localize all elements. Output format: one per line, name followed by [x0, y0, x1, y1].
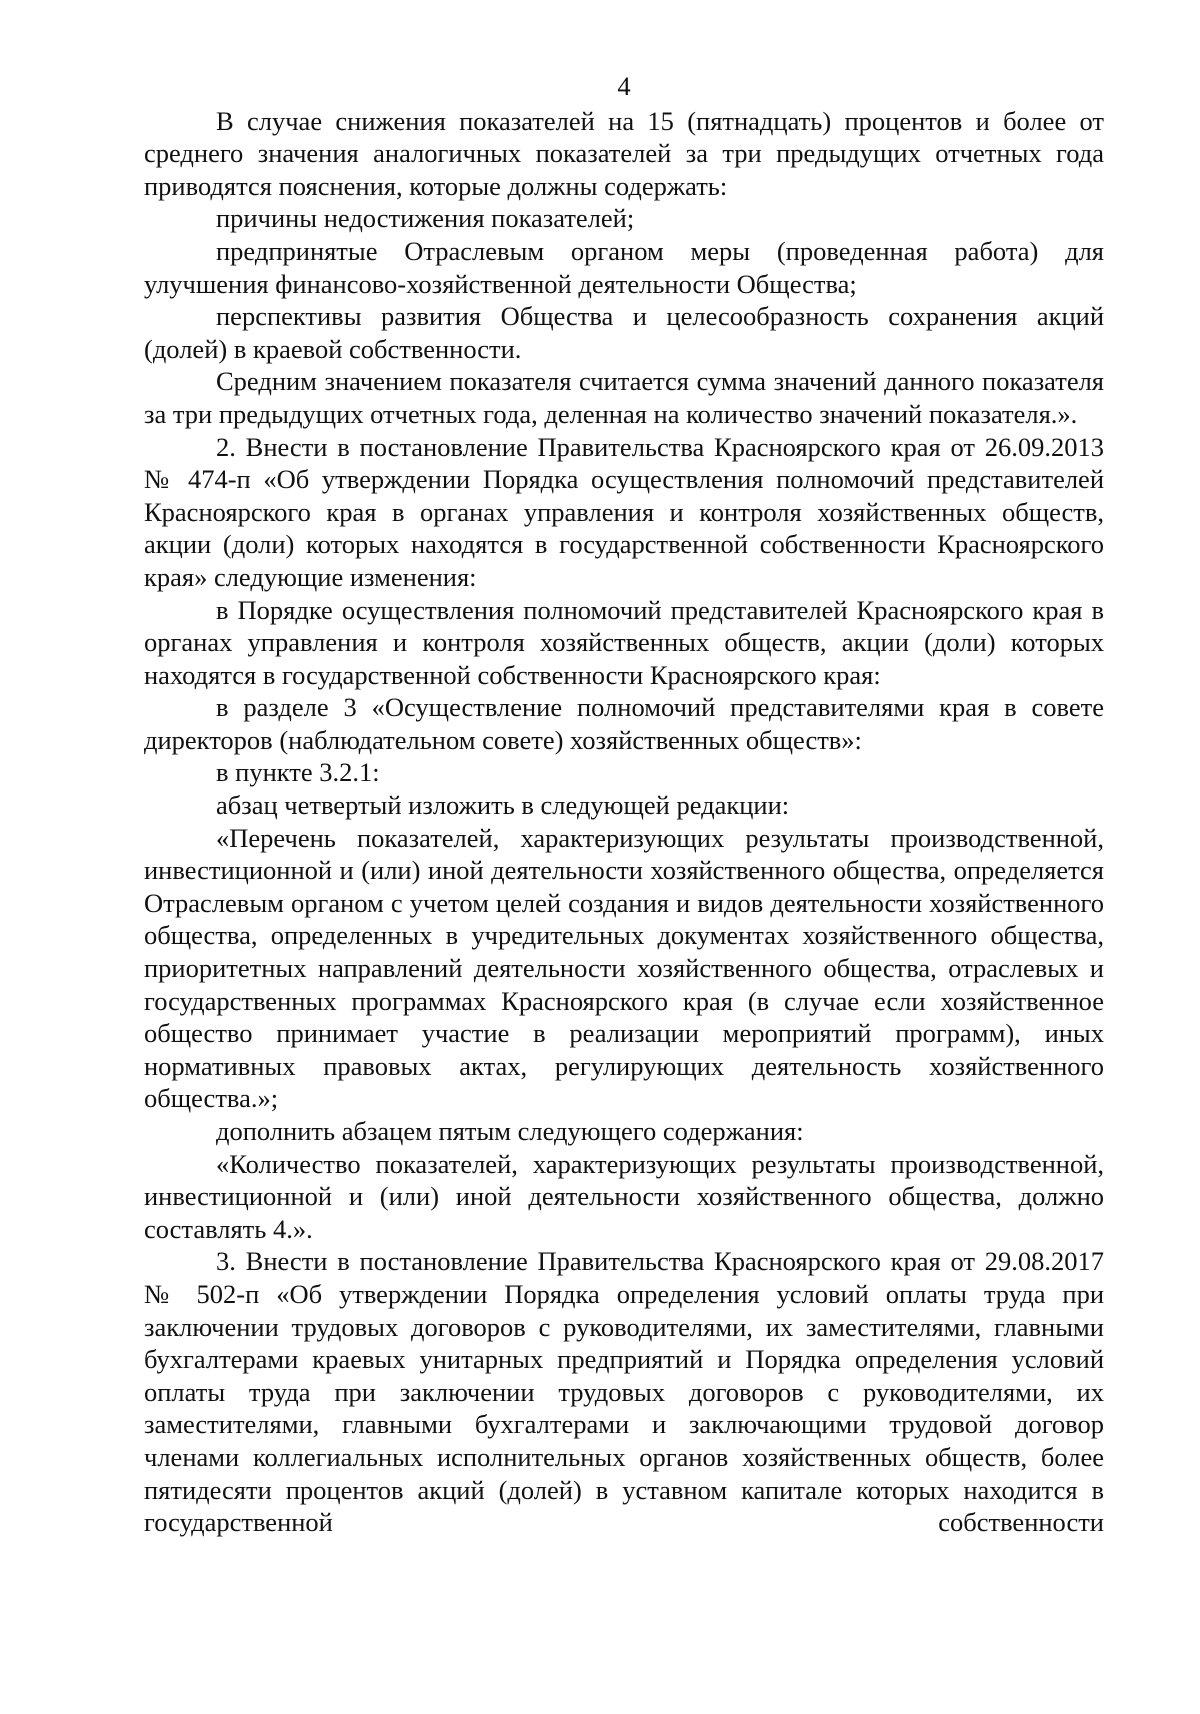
paragraph-4: перспективы развития Общества и целесообразность сохранения акций (долей) в краевой собственности.	[144, 301, 1104, 364]
paragraph-12: дополнить абзацем пятым следующего содержания:	[216, 1116, 804, 1146]
paragraph-7: в Порядке осуществления полномочий представителей Красноярского края в органах управления и контроля хозяйственных обществ, акции (доли) которых находятся в государственной собственности Красноярского края:	[144, 594, 1104, 690]
paragraph-5: Средним значением показателя считается сумма значений данного показателя за три предыдущих отчетных года, деленная на количество значений показателя.».	[144, 366, 1104, 429]
page-number: 4	[617, 71, 631, 101]
paragraph-9: в пункте 3.2.1:	[216, 757, 380, 788]
paragraph-1: В случае снижения показателей на 15 (пятнадцать) процентов и более от среднего значения аналогичных показателей за три предыдущих отчетных года приводятся пояснения, которые должны содержать:	[144, 105, 1104, 201]
paragraph-6: 2. Внести в постановление Правительства Красноярского края от 26.09.2013 № 474-п «Об утверждении Порядка осуществления полномочий представителей Красноярского края в органах управления и контроля хозяйственных обществ, акции (доли) которых находятся в государственной собственности Красноярского края» следующие изменения:	[144, 431, 1104, 592]
paragraph-8: в разделе 3 «Осуществление полномочий представителями края в совете директоров (наблюдательном совете) хозяйственных обществ»:	[144, 692, 1104, 755]
paragraph-13: «Количество показателей, характеризующих результаты производственной, инвестиционной и (или) иной деятельности хозяйственного общества, должно составлять 4.».	[144, 1148, 1104, 1244]
paragraph-14: 3. Внести в постановление Правительства Красноярского края от 29.08.2017 № 502-п «Об утверждении Порядка определения условий оплаты труда при заключении трудовых договоров с руководителями, их заместителями, главными бухгалтерами краевых унитарных предприятий и Порядка определения условий оплаты труда при заключении трудовых договоров с руководителями, их заместителями, главными бухгалтерами и заключающими трудовой договор членами коллегиальных исполнительных органов хозяйственных обществ, более пятидесяти процентов акций (долей) в уставном капитале которых находится в государственной собственности	[144, 1246, 1104, 1538]
paragraph-2: причины недостижения показателей;	[216, 203, 635, 234]
paragraph-10: абзац четвертый изложить в следующей редакции:	[216, 790, 790, 821]
document-page	[144, 70, 1104, 1539]
paragraph-11: «Перечень показателей, характеризующих результаты производственной, инвестиционной и (или) иной деятельности хозяйственного общества, определяется Отраслевым органом с учетом целей создания и видов деятельности хозяйственного общества, определенных в учредительных документах хозяйственного общества, приоритетных направлений деятельности хозяйственного общества, отраслевых и государственных программах Красноярского края (в случае если хозяйственное общество принимает участие в реализации мероприятий программ), иных нормативных правовых актах, регулирующих деятельность хозяйственного общества.»;	[144, 822, 1104, 1114]
paragraph-3: предпринятые Отраслевым органом меры (проведенная работа) для улучшения финансово-хозяйственной деятельности Общества;	[144, 235, 1104, 299]
